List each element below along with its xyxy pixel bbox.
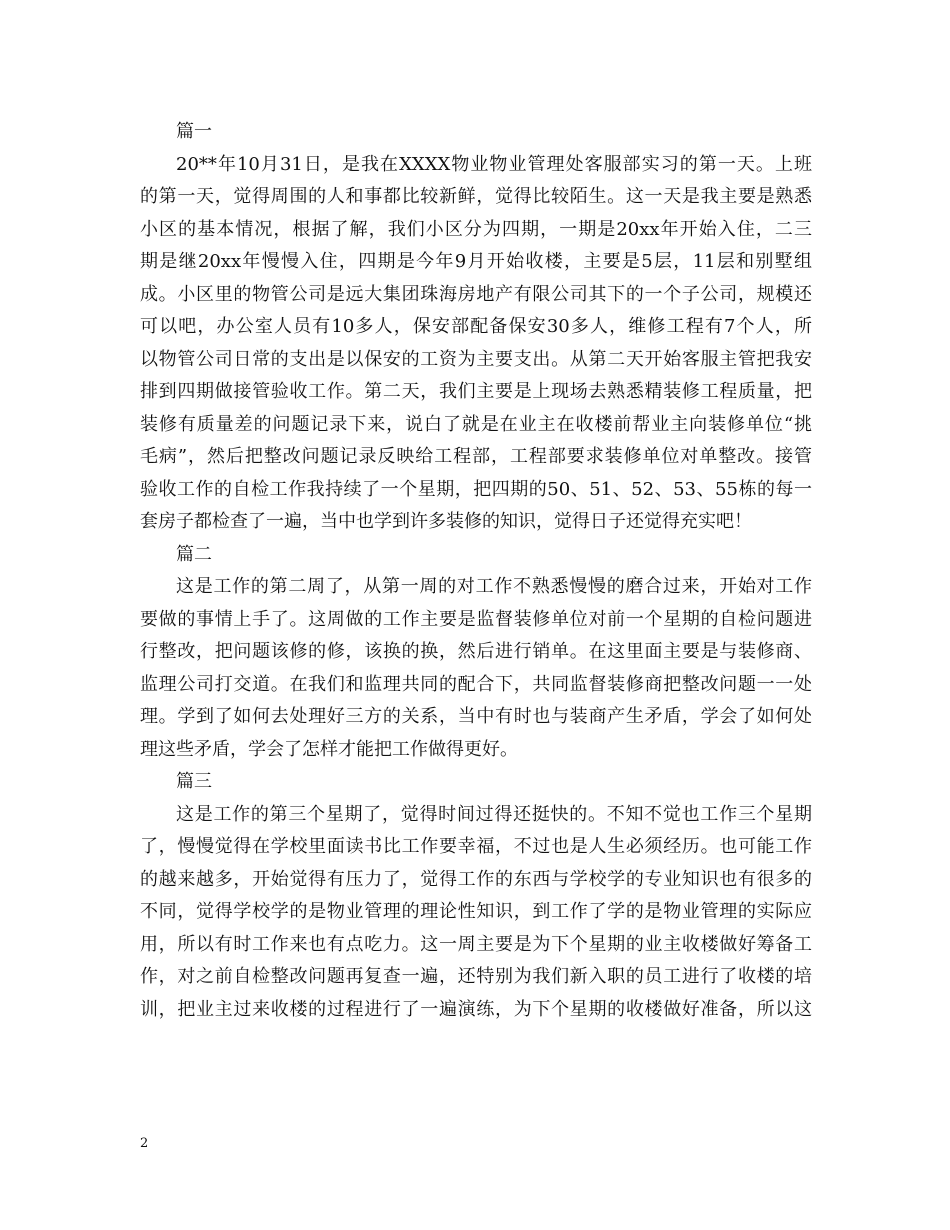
paragraph-line: 套房子都检查了一遍，当中也学到许多装修的知识，觉得日子还觉得充实吧！ — [140, 511, 752, 532]
paragraph-line: 排到四期做接管验收工作。第二天，我们主要是上现场去熟悉精装修工程质量，把 — [140, 381, 812, 402]
paragraph-line: 理。学到了如何去处理好三方的关系，当中有时也与装商产生矛盾，学会了如何处 — [140, 706, 812, 727]
paragraph-line: 用，所以有时工作来也有点吃力。这一周主要是为下个星期的业主收楼做好筹备工 — [140, 933, 812, 955]
paragraph-line: 的越来越多，开始觉得有压力了，觉得工作的东西与学校学的专业知识也有很多的 — [140, 868, 812, 890]
paragraph-line: 期是继20xx年慢慢入住，四期是今年9月开始收楼，主要是5层，11层和别墅组 — [140, 251, 812, 272]
page-number: 2 — [140, 1136, 149, 1151]
paragraph-line: 小区的基本情况，根据了解，我们小区分为四期，一期是20xx年开始入住，二三 — [140, 218, 812, 240]
paragraph-line: 20**年10月31日，是我在XXXX物业物业管理处客服部实习的第一天。上班 — [176, 153, 812, 175]
paragraph-line: 训，把业主过来收楼的过程进行了一遍演练，为下个星期的收楼做好准备，所以这 — [140, 998, 812, 1020]
paragraph-line: 了，慢慢觉得在学校里面读书比工作要幸福，不过也是人生必须经历。也可能工作 — [140, 836, 812, 857]
document-body — [140, 116, 812, 1026]
paragraph-line: 要做的事情上手了。这周做的工作主要是监督装修单位对前一个星期的自检问题进 — [140, 608, 812, 630]
paragraph-line: 这是工作的第三个星期了，觉得时间过得还挺快的。不知不觉也工作三个星期 — [176, 803, 812, 825]
paragraph-line: 验收工作的自检工作我持续了一个星期，把四期的50、51、52、53、55栋的每一 — [140, 478, 812, 500]
paragraph-line: 装修有质量差的问题记录下来，说白了就是在业主在收楼前帮业主向装修单位“挑 — [140, 413, 812, 435]
section-heading-1: 篇一 — [176, 121, 212, 142]
paragraph-line: 成。小区里的物管公司是远大集团珠海房地产有限公司其下的一个子公司，规模还 — [140, 283, 812, 305]
paragraph-line: 这是工作的第二周了，从第一周的对工作不熟悉慢慢的磨合过来，开始对工作 — [176, 576, 812, 597]
paragraph-line: 可以吧，办公室人员有10多人，保安部配备保安30多人，维修工程有7个人，所 — [140, 316, 812, 337]
paragraph-line: 毛病”，然后把整改问题记录反映给工程部，工程部要求装修单位对单整改。接管 — [140, 446, 812, 467]
paragraph-line: 以物管公司日常的支出是以保安的工资为主要支出。从第二天开始客服主管把我安 — [140, 348, 812, 370]
paragraph-line: 作，对之前自检整改问题再复查一遍，还特别为我们新入职的员工进行了收楼的培 — [140, 966, 812, 987]
paragraph-line: 监理公司打交道。在我们和监理共同的配合下，共同监督装修商把整改问题一一处 — [140, 673, 812, 695]
paragraph-line: 的第一天，觉得周围的人和事都比较新鲜，觉得比较陌生。这一天是我主要是熟悉 — [140, 186, 812, 207]
paragraph-line: 理这些矛盾，学会了怎样才能把工作做得更好。 — [140, 738, 518, 760]
section-heading-3: 篇三 — [176, 771, 212, 792]
section-heading-2: 篇二 — [176, 543, 212, 565]
paragraph-line: 不同，觉得学校学的是物业管理的理论性知识，到工作了学的是物业管理的实际应 — [140, 901, 812, 922]
paragraph-line: 行整改，把问题该修的修，该换的换，然后进行销单。在这里面主要是与装修商、 — [140, 641, 812, 662]
